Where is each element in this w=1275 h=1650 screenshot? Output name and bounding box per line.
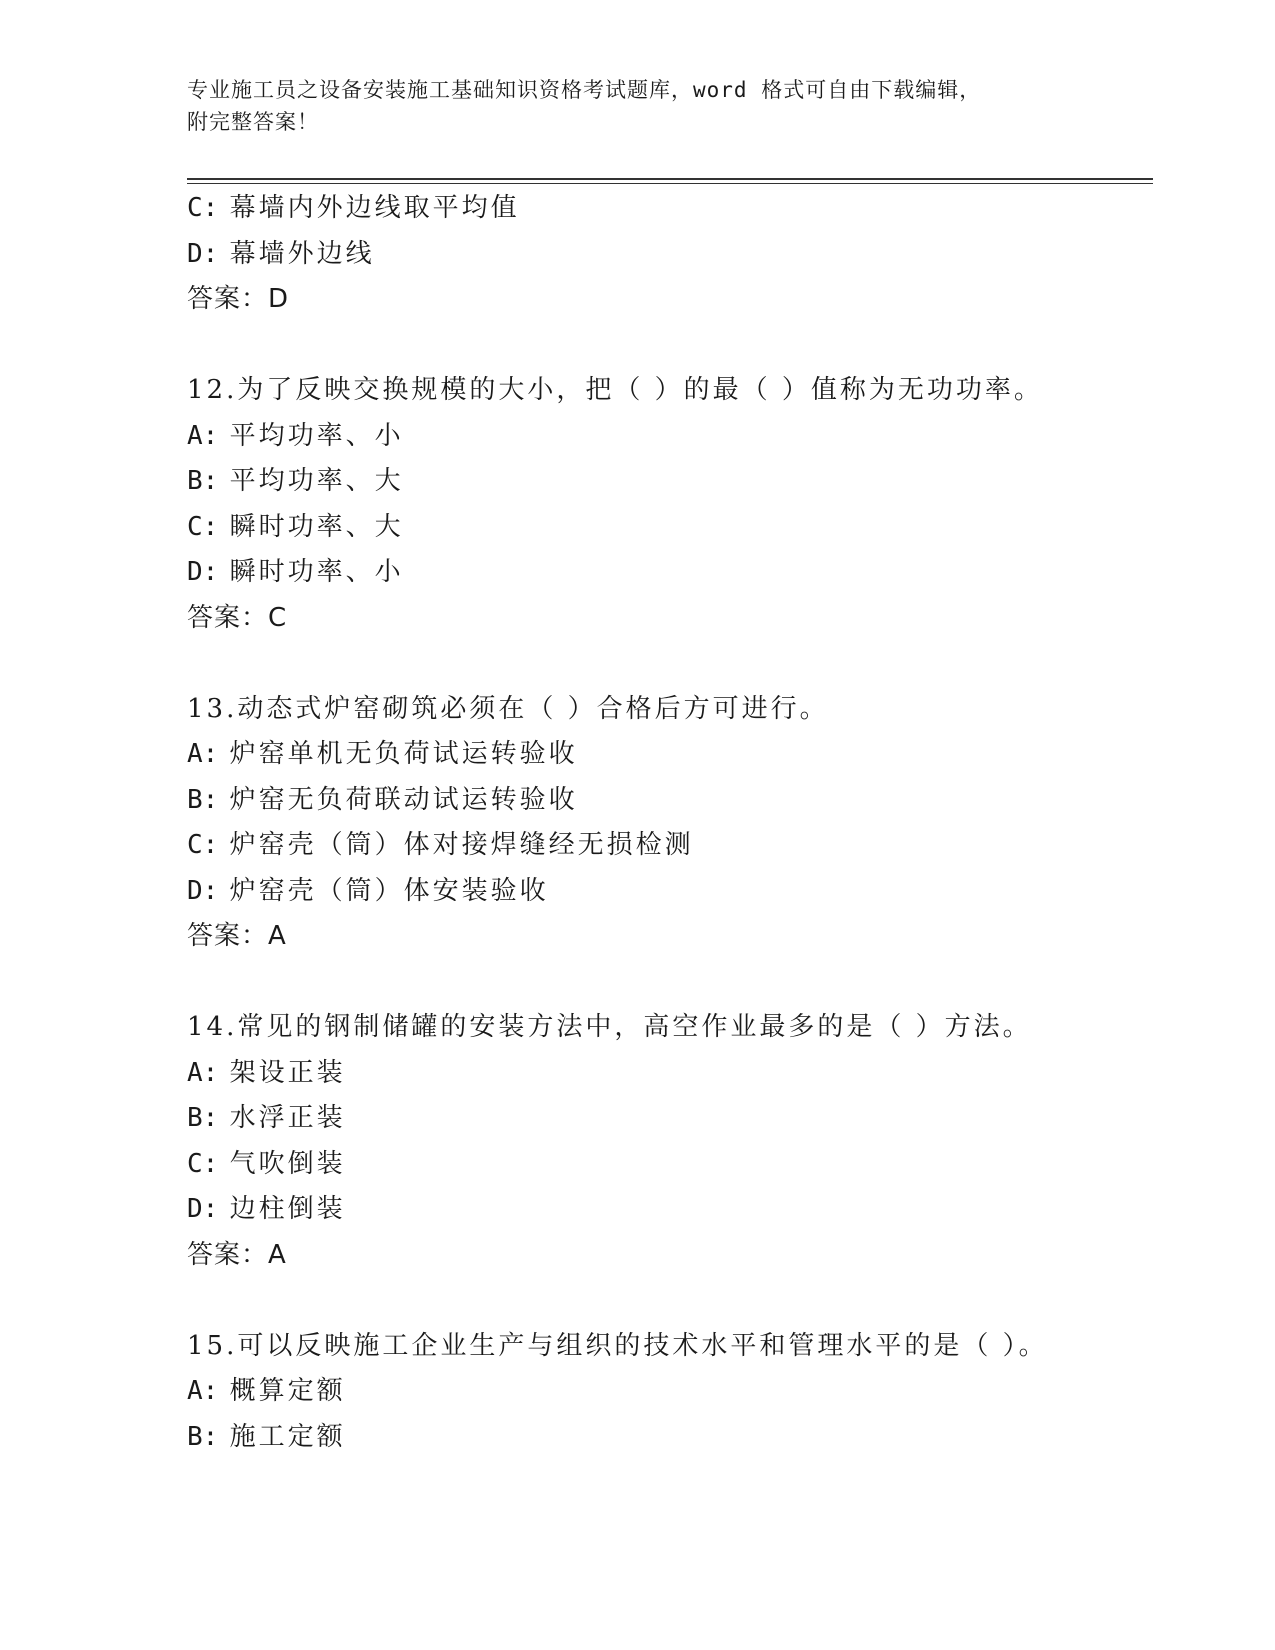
- spacer: [187, 323, 1147, 369]
- option-c: [187, 1142, 1147, 1188]
- option-text: 架设正装: [229, 1057, 346, 1088]
- option-d: [187, 550, 1147, 596]
- option-label: A:: [187, 739, 219, 769]
- option-b: [187, 1415, 1147, 1461]
- question-list: [187, 186, 1147, 1460]
- option-label: C:: [187, 511, 219, 542]
- option-a: [187, 1051, 1147, 1097]
- option-text: 瞬时功率、大: [229, 511, 404, 542]
- option-text: 幕墙外边线: [229, 238, 375, 269]
- option-d: [187, 869, 1147, 915]
- option-text: 瞬时功率、小: [229, 557, 404, 587]
- option-a: [187, 414, 1147, 460]
- option-a: [187, 732, 1147, 778]
- option-label: A:: [187, 1057, 219, 1088]
- option-b: [187, 778, 1147, 824]
- question-text: 12.为了反映交换规模的大小，把（ ）的最（ ）值称为无功功率。: [187, 375, 1043, 405]
- answer: 答案：C: [187, 602, 288, 633]
- option-text: 幕墙内外边线取平均值: [229, 193, 520, 223]
- option-label: C:: [187, 830, 219, 860]
- option-text: 炉窑单机无负荷试运转验收: [229, 739, 578, 769]
- option-label: D:: [187, 557, 219, 587]
- option-a: [187, 1369, 1147, 1415]
- spacer: [187, 960, 1147, 1006]
- header-line-2: 附完整答案！: [187, 110, 319, 134]
- question-12: [187, 368, 1147, 641]
- option-text: 平均功率、大: [229, 466, 404, 496]
- option-text: 炉窑壳（筒）体安装验收: [229, 875, 549, 906]
- option-label: D:: [187, 875, 219, 906]
- option-label: B:: [187, 1103, 219, 1133]
- option-text: 炉窑壳（筒）体对接焊缝经无损检测: [229, 830, 694, 860]
- spacer: [187, 1278, 1147, 1324]
- option-d: [187, 232, 1147, 278]
- option-text: 概算定额: [229, 1376, 346, 1406]
- option-text: 气吹倒装: [229, 1148, 346, 1179]
- answer: 答案：D: [187, 284, 290, 314]
- option-label: B:: [187, 466, 219, 496]
- header-divider-thick: [187, 178, 1153, 180]
- option-text: 平均功率、小: [229, 420, 404, 451]
- question-11: [187, 186, 1147, 323]
- question-14: [187, 1005, 1147, 1278]
- question-text: 14.常见的钢制储罐的安装方法中，高空作业最多的是（ ）方法。: [187, 1012, 1032, 1042]
- option-text: 水浮正装: [229, 1103, 346, 1133]
- answer: 答案：A: [187, 1239, 287, 1270]
- option-b: [187, 1096, 1147, 1142]
- option-c: [187, 823, 1147, 869]
- option-label: A:: [187, 420, 219, 451]
- option-label: C:: [187, 1148, 219, 1179]
- option-label: B:: [187, 784, 219, 815]
- option-label: A:: [187, 1376, 219, 1406]
- spacer: [187, 641, 1147, 687]
- header-divider-thin: [187, 183, 1153, 184]
- question-text: 15.可以反映施工企业生产与组织的技术水平和管理水平的是（ ）。: [187, 1330, 1048, 1361]
- option-text: 炉窑无负荷联动试运转验收: [229, 784, 578, 815]
- document-header: [187, 74, 1087, 138]
- question-text: 13.动态式炉窑砌筑必须在（ ）合格后方可进行。: [187, 693, 829, 724]
- option-b: [187, 459, 1147, 505]
- option-label: D:: [187, 1194, 219, 1224]
- option-label: C:: [187, 193, 219, 223]
- option-d: [187, 1187, 1147, 1233]
- option-label: D:: [187, 238, 219, 269]
- option-c: [187, 505, 1147, 551]
- question-13: [187, 687, 1147, 960]
- option-c: [187, 186, 1147, 232]
- answer: 答案：A: [187, 921, 287, 951]
- question-15: [187, 1324, 1147, 1461]
- option-text: 边柱倒装: [229, 1194, 346, 1224]
- header-line-1: 专业施工员之设备安装施工基础知识资格考试题库，word 格式可自由下载编辑，: [187, 78, 982, 102]
- option-label: B:: [187, 1421, 219, 1452]
- option-text: 施工定额: [229, 1421, 346, 1452]
